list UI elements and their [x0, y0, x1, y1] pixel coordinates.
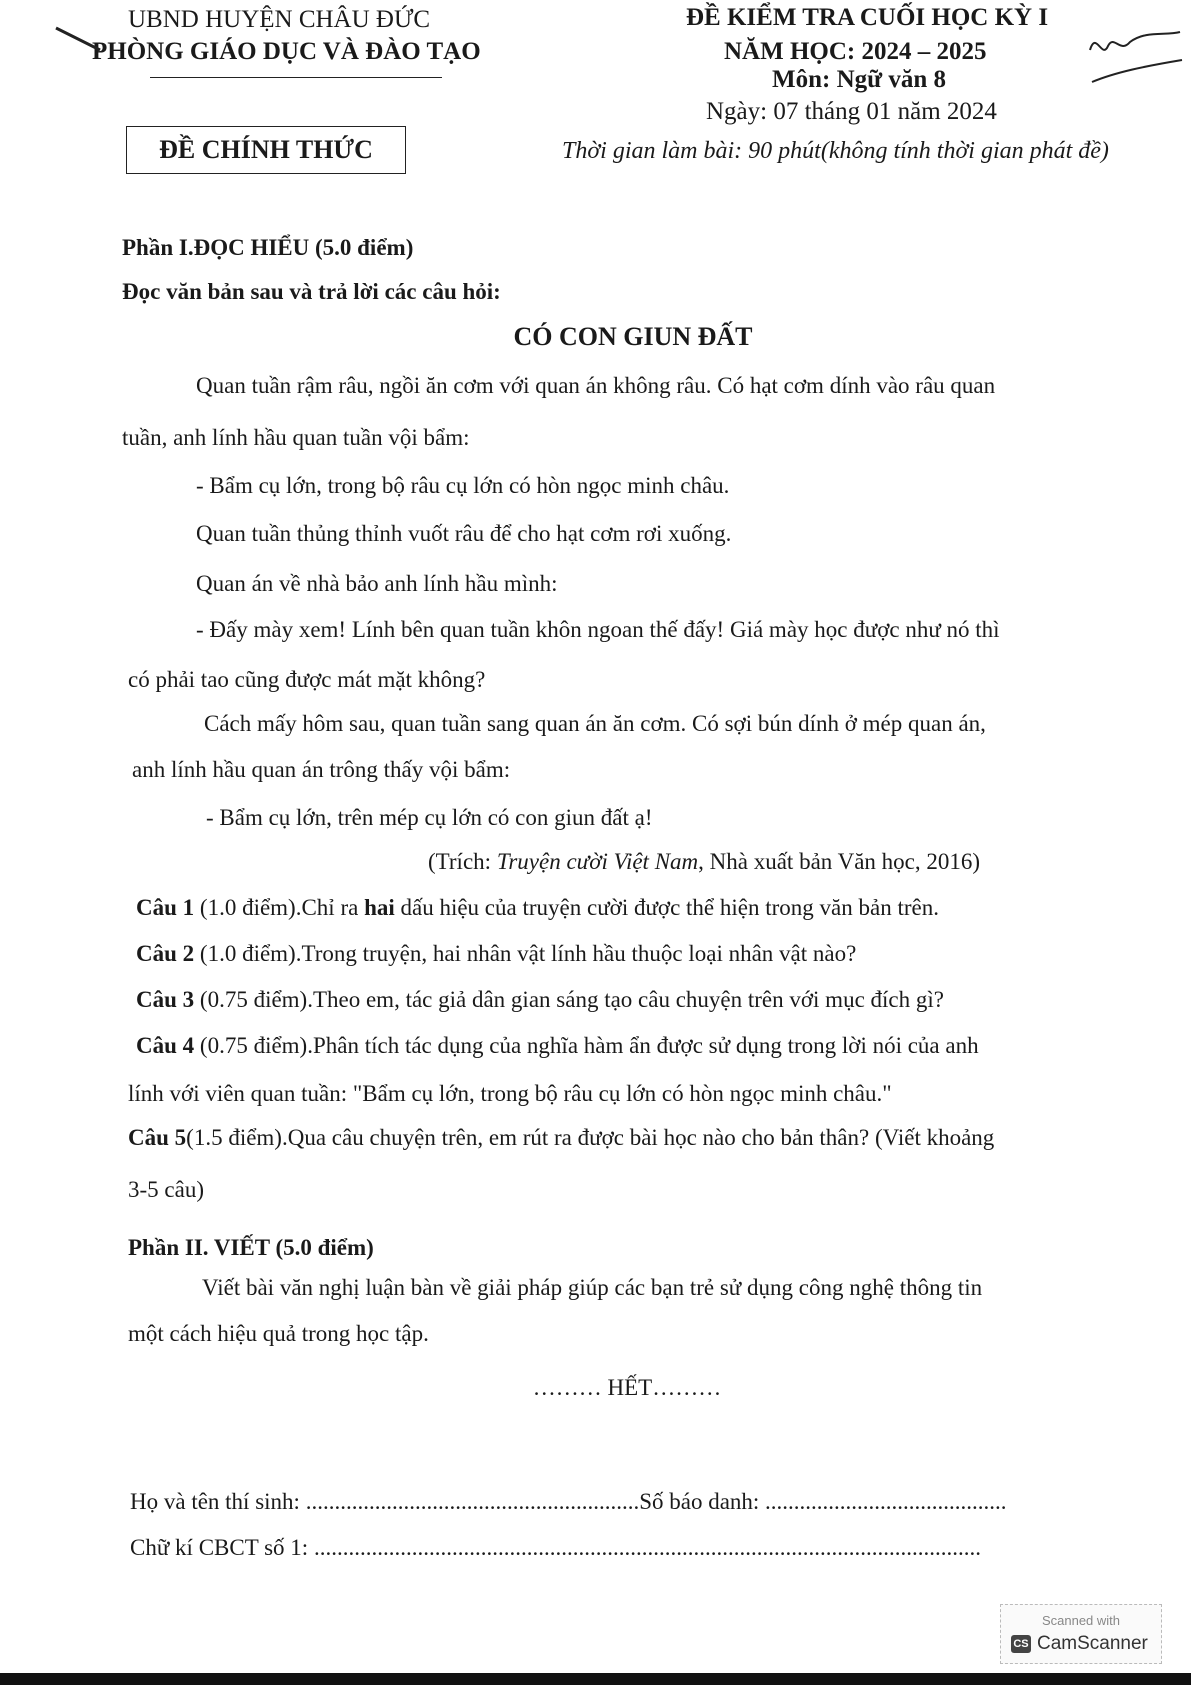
district-committee: UBND HUYỆN CHÂU ĐỨC [128, 6, 431, 33]
candidate-name-label: Họ và tên thí sinh: [130, 1489, 306, 1514]
source-book: Truyện cười Việt Nam [496, 849, 699, 874]
question-text: (0.75 điểm).Phân tích tác dụng của nghĩa hàm ẩn được sử dụng trong lời nói của anh [194, 1033, 979, 1058]
question-5 [128, 1126, 994, 1149]
story-paragraph: Quan án về nhà bảo anh lính hầu mình: [196, 571, 558, 596]
exam-title: ĐỀ KIỂM TRA CUỐI HỌC KỲ I [686, 4, 1049, 31]
part1-instruction: Đọc văn bản sau và trả lời các câu hỏi: [122, 279, 501, 304]
story-title: CÓ CON GIUN ĐẤT [513, 322, 753, 351]
writing-prompt: Viết bài văn nghị luận bàn về giải pháp giúp các bạn trẻ sử dụng công nghệ thông tin [202, 1275, 983, 1300]
story-source [428, 850, 980, 873]
question-5-cont: 3-5 câu) [128, 1177, 204, 1202]
writing-prompt: một cách hiệu quả trong học tập. [128, 1321, 429, 1346]
question-text: (1.5 điểm).Qua câu chuyện trên, em rút ra được bài học nào cho bản thân? (Viết khoảng [186, 1125, 995, 1150]
proctor-signature-label: Chữ kí CBCT số 1: [130, 1535, 314, 1560]
candidate-number-blank: .......................................... [765, 1489, 1007, 1514]
story-paragraph: anh lính hầu quan án trông thấy vội bẩm: [132, 757, 511, 782]
question-4-cont: lính với viên quan tuần: "Bẩm cụ lớn, trong bộ râu cụ lớn có hòn ngọc minh châu." [128, 1081, 892, 1106]
candidate-name-blank: .......................................................... [305, 1489, 640, 1514]
story-paragraph: có phải tao cũng được mát mặt không? [128, 667, 486, 692]
question-text: (1.0 điểm).Trong truyện, hai nhân vật lính hầu thuộc loại nhân vật nào? [194, 941, 857, 966]
story-paragraph: - Bẩm cụ lớn, trong bộ râu cụ lớn có hòn ngọc minh châu. [196, 473, 730, 498]
question-label: Câu 1 [136, 895, 195, 920]
story-paragraph: Quan tuần rậm râu, ngồi ăn cơm với quan án không râu. Có hạt cơm dính vào râu quan [196, 373, 996, 398]
proctor-signature-field [130, 1536, 981, 1559]
question-3 [136, 988, 944, 1011]
question-text: (1.0 điểm).Chỉ ra [194, 895, 365, 920]
question-2 [136, 942, 856, 965]
question-label: Câu 2 [136, 941, 195, 966]
story-paragraph: Quan tuần thủng thỉnh vuốt râu để cho hạt cơm rơi xuống. [196, 521, 732, 546]
question-text: (0.75 điểm).Theo em, tác giả dân gian sáng tạo câu chuyện trên với mục đích gì? [194, 987, 944, 1012]
pen-mark-icon [54, 24, 102, 54]
question-4 [136, 1034, 979, 1057]
camscanner-badge [1000, 1604, 1162, 1664]
official-exam-box [126, 126, 406, 174]
scanned-with-text: Scanned with [1041, 1613, 1121, 1628]
official-exam-label: ĐỀ CHÍNH THỨC [159, 135, 373, 164]
story-paragraph: Cách mấy hôm sau, quan tuần sang quan án ăn cơm. Có sợi bún dính ở mép quan án, [204, 711, 986, 736]
part2-heading: Phần II. VIẾT (5.0 điểm) [128, 1235, 374, 1260]
proctor-signature-blank: .................................................................................................................... [313, 1535, 981, 1560]
source-prefix: (Trích: [428, 849, 497, 874]
story-paragraph: - Bẩm cụ lớn, trên mép cụ lớn có con giun đất ạ! [206, 805, 653, 830]
question-label: Câu 4 [136, 1033, 195, 1058]
camscanner-name: CamScanner [1037, 1633, 1148, 1654]
candidate-number-label: Số báo danh: [639, 1489, 766, 1514]
scan-edge [0, 1673, 1191, 1685]
part1-heading: Phần I.ĐỌC HIỂU (5.0 điểm) [122, 235, 414, 260]
exam-date: Ngày: 07 tháng 01 năm 2024 [706, 98, 997, 125]
exam-duration: Thời gian làm bài: 90 phút(không tính thời gian phát đề) [562, 138, 1109, 164]
department-underline [150, 77, 442, 78]
question-text: dấu hiệu của truyện cười được thể hiện trong văn bản trên. [394, 895, 939, 920]
question-1 [136, 896, 939, 919]
story-paragraph: tuần, anh lính hầu quan tuần vội bẩm: [122, 425, 470, 450]
end-mark: ……… HẾT……… [532, 1375, 722, 1400]
question-label: Câu 5 [128, 1125, 187, 1150]
question-label: Câu 3 [136, 987, 195, 1012]
candidate-name-field [130, 1490, 1007, 1513]
question-emphasis: hai [364, 895, 395, 920]
education-department: PHÒNG GIÁO DỤC VÀ ĐÀO TẠO [92, 38, 481, 65]
source-suffix: , Nhà xuất bản Văn học, 2016) [698, 849, 981, 874]
school-year: NĂM HỌC: 2024 – 2025 [724, 38, 987, 65]
story-paragraph: - Đấy mày xem! Lính bên quan tuần khôn ngoan thế đấy! Giá mày học được như nó thì [196, 617, 1000, 642]
camscanner-logo-icon: CS [1011, 1635, 1031, 1653]
signature-mark [1086, 20, 1186, 90]
subject: Môn: Ngữ văn 8 [772, 66, 947, 93]
